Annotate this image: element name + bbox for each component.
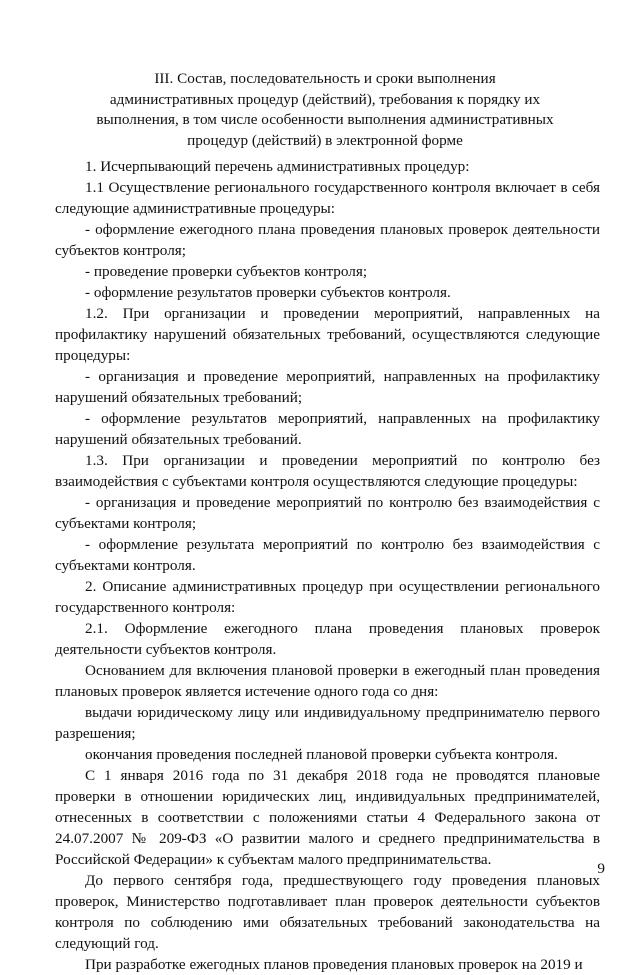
list-item: - оформление ежегодного плана проведения плановых проверок деятельности субъектов контроля; — [55, 221, 600, 259]
list-item: - проведение проверки субъектов контроля; — [85, 263, 368, 280]
list-item: - оформление результатов проверки субъектов контроля. — [85, 284, 451, 301]
list-item: - организация и проведение мероприятий по контролю без взаимодействия с субъектами контроля; — [55, 494, 600, 532]
paragraph-2-1: 2.1. Оформление ежегодного плана проведения плановых проверок деятельности субъектов контроля. — [55, 620, 600, 658]
paragraph-1-1: 1.1 Осуществление регионального государственного контроля включает в себя следующие административные процедуры: — [55, 179, 600, 217]
list-item: - оформление результатов мероприятий, направленных на профилактику нарушений обязательных требований. — [55, 410, 600, 448]
paragraph-1-2: 1.2. При организации и проведении мероприятий, направленных на профилактику нарушений обязательных требований, осуществляются следующие процедуры: — [55, 305, 600, 364]
paragraph: Основанием для включения плановой проверки в ежегодный план проведения плановых проверок является истечение одного года со дня: — [55, 662, 600, 700]
paragraph: С 1 января 2016 года по 31 декабря 2018 года не проводятся плановые проверки в отношении юридических лиц, индивидуальных предпринимателей, отнесенных в соответствии с положениями статьи 4 Федерального закона от 24.07.2007 № 209-ФЗ «О развитии малого и среднего предпринимательства в Российской Федерации» к субъектам малого предпринимательства. — [55, 767, 600, 868]
list-item: окончания проведения последней плановой проверки субъекта контроля. — [85, 746, 558, 763]
page-number: 9 — [597, 860, 605, 877]
paragraph: До первого сентября года, предшествующего году проведения плановых проверок, Министерство подготавливает план проверок деятельности субъектов контроля по соблюдению ими обязательных требований законодательства на следующий год. — [55, 872, 600, 952]
section-heading: III. Состав, последовательность и сроки выполнения административных процедур (действий), требования к порядку их выполнения, в том числе особенности выполнения административных процедур (действий) в электронной форме — [96, 70, 554, 149]
paragraph-1-3: 1.3. При организации и проведении мероприятий по контролю без взаимодействия с субъектами контроля осуществляются следующие процедуры: — [55, 452, 600, 490]
list-item: - оформление результата мероприятий по контролю без взаимодействия с субъектами контроля. — [55, 536, 600, 574]
paragraph: При разработке ежегодных планов проведения плановых проверок на 2019 и — [85, 956, 583, 973]
list-item: выдачи юридическому лицу или индивидуальному предпринимателю первого разрешения; — [55, 704, 600, 742]
document-body — [55, 156, 600, 975]
paragraph-2: 2. Описание административных процедур при осуществлении регионального государственного контроля: — [55, 578, 600, 616]
list-item: - организация и проведение мероприятий, направленных на профилактику нарушений обязательных требований; — [55, 368, 600, 406]
paragraph-procedures-list-title: 1. Исчерпывающий перечень административных процедур: — [85, 158, 470, 175]
